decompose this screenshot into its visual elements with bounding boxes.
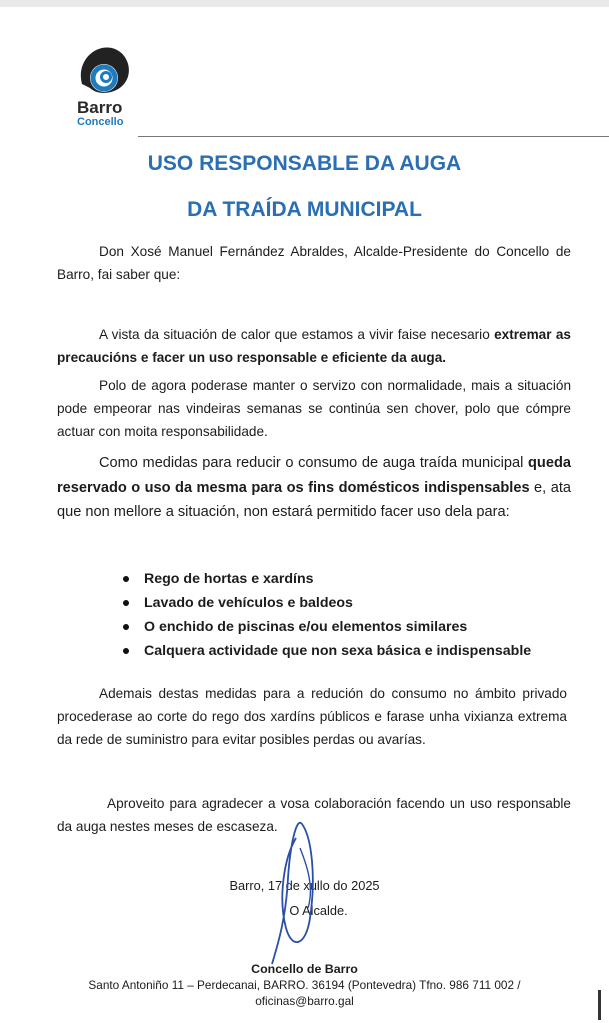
restrictions-list: [120, 567, 531, 663]
paragraph-measures-rest: e, ata que non mellore a situación, non estará permitido facer uso dela para:: [57, 479, 571, 520]
scan-edge: [0, 0, 609, 7]
concello-logo: [74, 44, 136, 128]
intro-paragraph: Don Xosé Manuel Fernández Abraldes, Alcalde-Presidente do Concello de Barro, fai saber que:: [57, 244, 571, 282]
paragraph-heat-text: A vista da situación de calor que estamos a vivir faise necesario: [99, 327, 495, 342]
footer-email: oficinas@barro.gal: [255, 994, 354, 1008]
logo-subtitle: Concello: [77, 116, 124, 128]
paragraph-measures-text: Como medidas para reducir o consumo de auga traída municipal: [99, 455, 529, 471]
list-item: Rego de hortas e xardíns: [120, 567, 531, 591]
scan-edge-mark: [598, 990, 609, 1020]
paragraph-service: Polo de agora poderase manter o servizo con normalidade, mais a situación pode empeorar nas vindeiras semanas se continúa sen chover, polo que cómpre actuar con moita responsabilidade.: [57, 378, 571, 439]
title-line-2: DA TRAÍDA MUNICIPAL: [187, 198, 422, 221]
paragraph-measures: [57, 451, 571, 525]
spiral-logo-icon: [76, 44, 134, 98]
signer-line: O Alcalde.: [289, 903, 348, 918]
header-divider: [138, 136, 609, 137]
paragraph-heat-bold: extremar as precaucións e facer un uso responsable e eficiente da auga.: [57, 327, 571, 365]
paragraph-thanks: Aproveito para agradecer a vosa colaboración facendo un uso responsable da auga nestes meses de escaseza.: [57, 796, 571, 834]
paragraph-heat: [57, 323, 571, 369]
list-item: Lavado de vehículos e baldeos: [120, 591, 531, 615]
list-item: O enchido de piscinas e/ou elementos similares: [120, 615, 531, 639]
paragraph-measures-bold: queda reservado o uso da mesma para os fins domésticos indispensables: [57, 455, 571, 496]
footer-address: Santo Antoniño 11 – Perdecanai, BARRO. 36194 (Pontevedra) Tfno. 986 711 002 /: [88, 978, 521, 992]
title-line-1: USO RESPONSABLE DA AUGA: [147, 152, 462, 175]
date-line: Barro, 17 de xullo do 2025: [229, 878, 380, 893]
footer-org: Concello de Barro: [251, 962, 358, 976]
list-item: Calquera actividade que non sexa básica e indispensable: [120, 639, 531, 663]
logo-name: Barro: [77, 98, 123, 117]
handwritten-signature: [256, 818, 336, 970]
paragraph-public-measures: Ademais destas medidas para a redución do consumo no ámbito privado procederase ao corte do rego dos xardíns públicos e farase unha vixianza extrema da rede de suministro para evitar posibles perdas ou avarías.: [57, 686, 567, 747]
